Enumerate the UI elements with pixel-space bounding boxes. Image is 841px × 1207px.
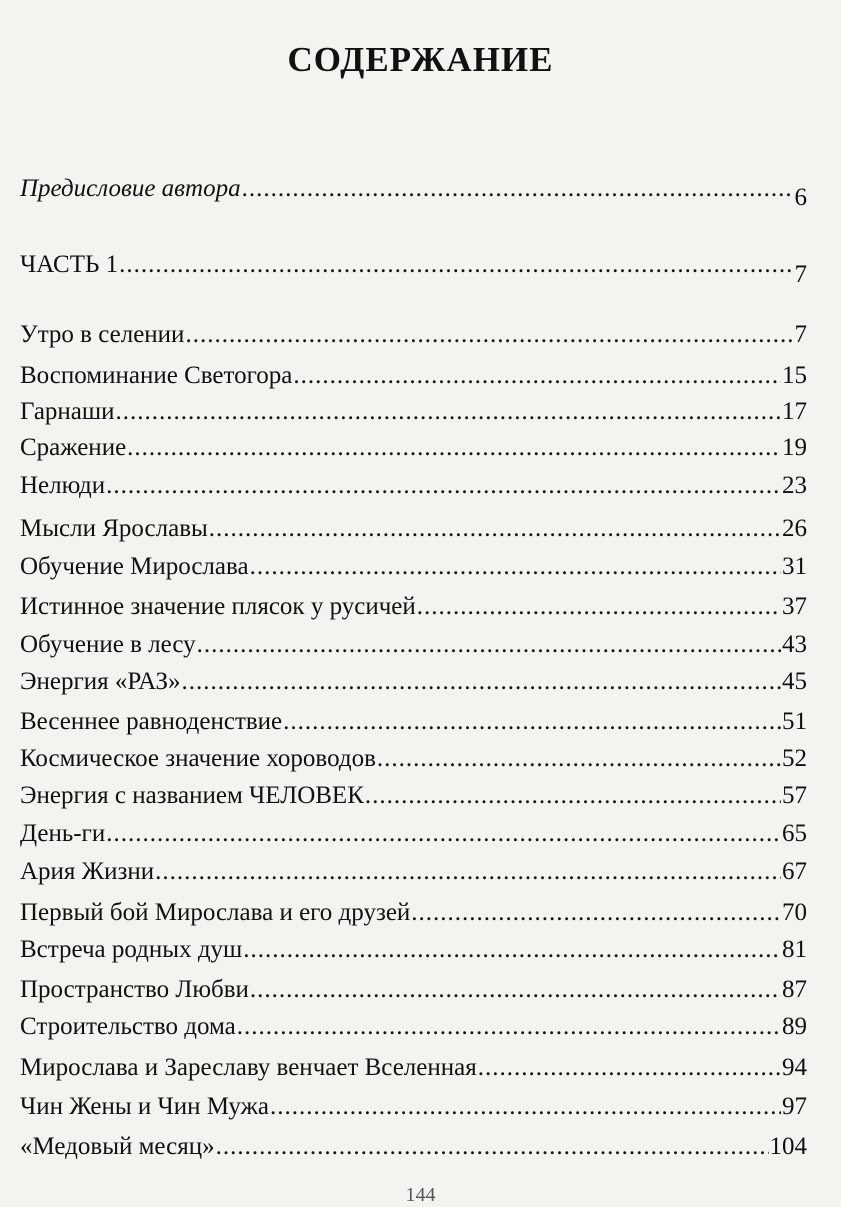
toc-entry-page: 31 (782, 553, 807, 580)
toc-entry-label: Ария Жизни (20, 858, 155, 885)
dot-leader (106, 471, 781, 501)
dot-leader (119, 250, 793, 280)
toc-entry (20, 819, 807, 849)
toc-entry-label: Истинное значение плясок у русичей (20, 593, 416, 620)
toc-entry (20, 935, 807, 965)
toc-entry-label: Встреча родных душ (20, 936, 243, 963)
toc-entry-label: Гарнаши (20, 398, 115, 425)
toc-entry-page: 7 (794, 321, 807, 348)
dot-leader (417, 592, 781, 622)
toc-entry-page: 104 (769, 1133, 807, 1160)
toc-entry-label: Энергия с названием ЧЕЛОВЕК (20, 782, 364, 809)
toc-entry-label: Мирослава и Зареславу венчает Вселенная (20, 1054, 477, 1081)
toc-entry-page: 57 (782, 782, 807, 809)
toc-entry (20, 744, 807, 774)
toc-entry-page: 81 (782, 936, 807, 963)
dot-leader (250, 975, 781, 1005)
toc-entry (20, 667, 807, 697)
toc-entry (20, 592, 807, 622)
toc-entry-page: 15 (782, 362, 807, 389)
toc-entry (20, 1092, 807, 1122)
toc-entry-page: 70 (782, 899, 807, 926)
toc-entry-page: 6 (794, 184, 807, 211)
toc-entry-page: 17 (782, 398, 807, 425)
toc-entry-label: Утро в селении (20, 321, 185, 348)
dot-leader (250, 552, 781, 582)
dot-leader (216, 1132, 769, 1162)
toc-entry-page: 26 (782, 515, 807, 542)
toc-entry-label: День-ги (20, 820, 106, 847)
dot-leader (197, 630, 781, 660)
dot-leader (411, 898, 781, 928)
page-title: СОДЕРЖАНИЕ (287, 40, 554, 79)
toc-entry (20, 361, 807, 391)
toc-entry-page: 94 (782, 1054, 807, 1081)
toc-entry (20, 433, 807, 463)
toc-entry (20, 514, 807, 544)
dot-leader (182, 667, 781, 697)
toc-entry-page: 19 (782, 434, 807, 461)
toc-entry-label: Обучение в лесу (20, 631, 196, 658)
toc-entry-label: ЧАСТЬ 1 (20, 251, 119, 278)
dot-leader (209, 514, 781, 544)
toc-entry (20, 630, 807, 660)
toc-entry (20, 857, 807, 887)
toc-entry-label: Сражение (20, 434, 127, 461)
toc-entry (20, 1053, 807, 1083)
toc-entry (20, 975, 807, 1005)
dot-leader (283, 707, 781, 737)
toc-entry-label: Энергия «РАЗ» (20, 668, 181, 695)
toc-entry-page: 52 (782, 745, 807, 772)
toc-entry-label: Первый бой Мирослава и его друзей (20, 899, 411, 926)
toc-entry-page: 7 (794, 261, 807, 288)
toc-entry-label: Мысли Ярославы (20, 515, 208, 542)
toc-entry-page: 43 (782, 631, 807, 658)
toc-entry (20, 250, 807, 288)
toc-entry-label: Предисловие автора (20, 175, 241, 202)
dot-leader (185, 320, 793, 350)
toc-entry-label: Космическое значение хороводов (20, 745, 376, 772)
dot-leader (127, 433, 781, 463)
toc-entry (20, 552, 807, 582)
dot-leader (293, 361, 781, 391)
dot-leader (377, 744, 781, 774)
dot-leader (116, 397, 781, 427)
toc-entry-label: Воспоминание Светогора (20, 362, 293, 389)
toc-entry-page: 97 (782, 1093, 807, 1120)
toc-entry-page: 89 (782, 1013, 807, 1040)
toc-entry (20, 781, 807, 811)
toc-entry-label: «Медовый месяц» (20, 1133, 215, 1160)
dot-leader (365, 781, 781, 811)
toc-entry-page: 51 (782, 708, 807, 735)
toc-entry (20, 1132, 807, 1162)
toc-entry-page: 23 (782, 472, 807, 499)
toc-entry-page: 67 (782, 858, 807, 885)
toc-entry (20, 707, 807, 737)
toc-entry-page: 45 (782, 668, 807, 695)
dot-leader (155, 857, 781, 887)
footer-page-number: 144 (405, 1184, 436, 1206)
toc-entry (20, 898, 807, 928)
dot-leader (478, 1053, 781, 1083)
toc-entry-label: Чин Жены и Чин Мужа (20, 1093, 269, 1120)
toc-entry-page: 65 (782, 820, 807, 847)
toc-entry-label: Весеннее равноденствие (20, 708, 283, 735)
toc-entry-page: 37 (782, 593, 807, 620)
toc-entry-label: Обучение Мирослава (20, 553, 249, 580)
dot-leader (237, 1012, 781, 1042)
toc-entry (20, 397, 807, 427)
toc-entry-label: Строительство дома (20, 1013, 236, 1040)
toc-entry (20, 320, 807, 350)
toc-entry-page: 87 (782, 976, 807, 1003)
toc-entry-label: Нелюди (20, 472, 106, 499)
dot-leader (243, 935, 781, 965)
dot-leader (242, 174, 794, 204)
toc-entry (20, 1012, 807, 1042)
toc-entry (20, 174, 807, 211)
toc-entry (20, 471, 807, 501)
dot-leader (106, 819, 781, 849)
dot-leader (270, 1092, 781, 1122)
toc-entry-label: Пространство Любви (20, 976, 249, 1003)
